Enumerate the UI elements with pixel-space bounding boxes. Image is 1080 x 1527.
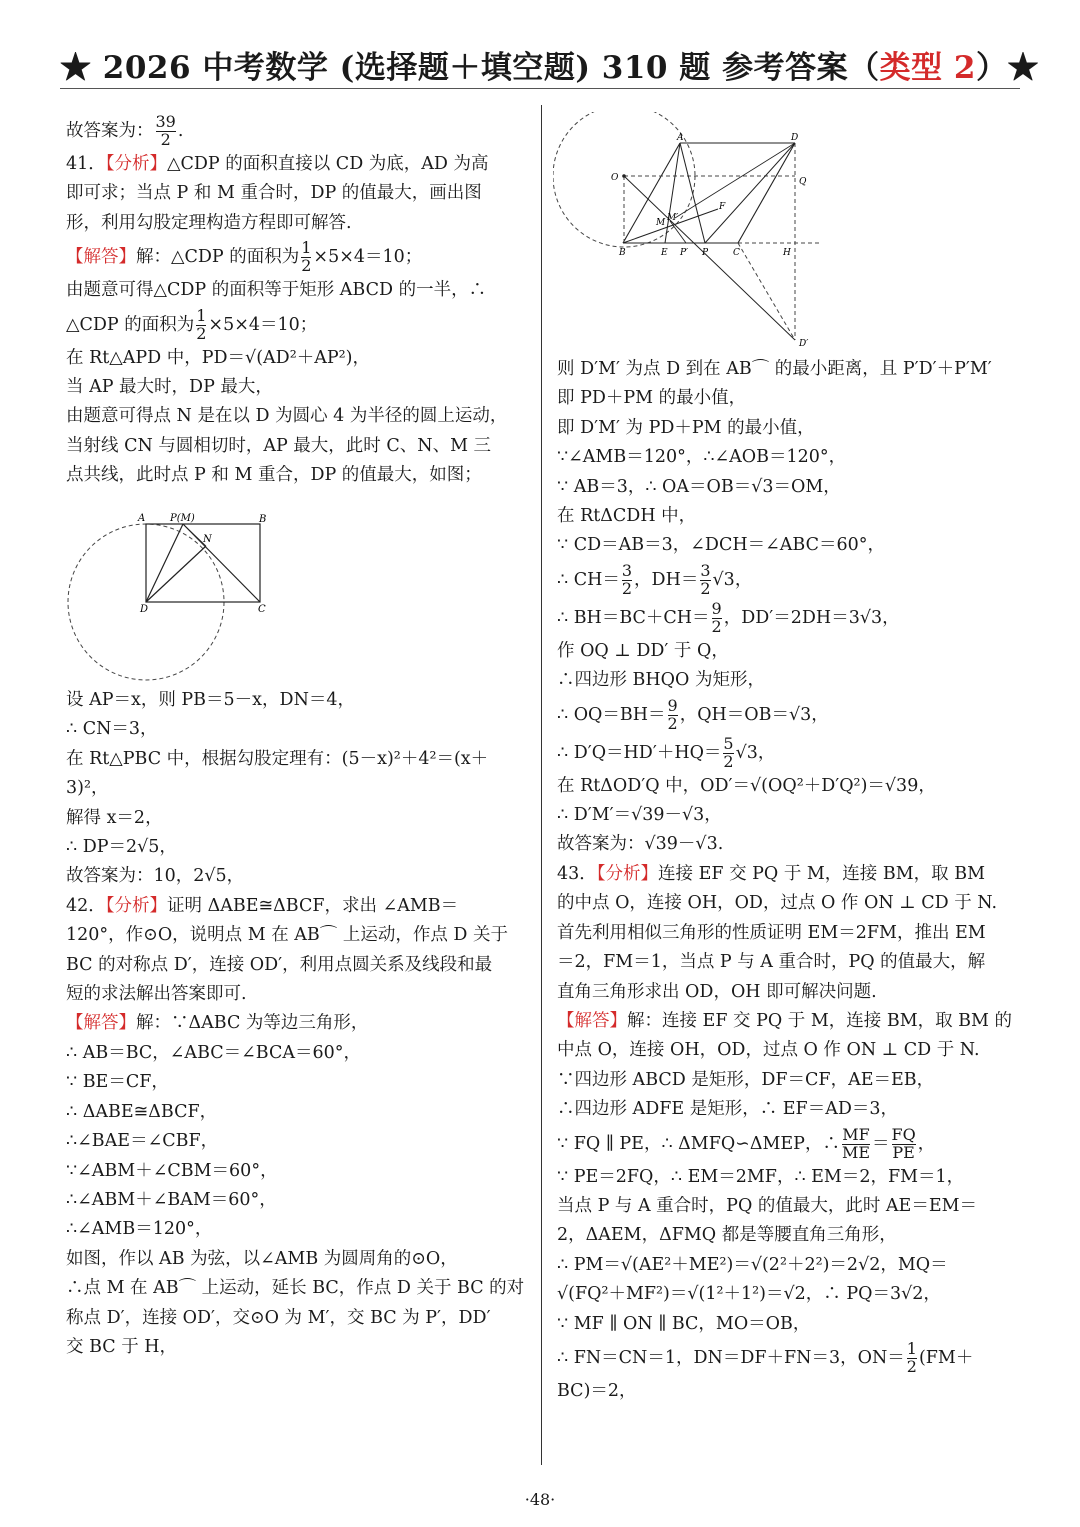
text-line: 当 AP 最大时，DP 最大， [66,377,273,398]
text-line: ∴ BH＝BC＋CH＝ $\frac{9}{2}$ ，DD′＝2DH＝3√3， [557,599,900,636]
fraction: $\frac{39}{2}$ [155,112,176,149]
text-line: ∴ AB＝BC，∠ABC＝∠BCA＝60°， [66,1042,362,1063]
text-line: ＝2，FM＝1，当点 P 与 A 重合时，PQ 的值最大，解 [557,952,986,973]
text-line: ∴∠ABM＋∠BAM＝60°， [66,1189,277,1210]
fraction: $\frac{FQ}{PE}$ [891,1124,916,1162]
label-D: D [791,133,799,143]
label-C: C [258,604,266,615]
text-line: 点共线，此时点 P 和 M 重合，DP 的值最大，如图； [66,465,482,486]
text-line: ∵ CD＝AB＝3，∠DCH＝∠ABC＝60°， [557,535,885,556]
text-line: 由题意可得△CDP 的面积等于矩形 ABCD 的一半，∴ [66,280,487,301]
figure-q42 [553,112,843,352]
text-line: 则 D′M′ 为点 D 到在 AB⌒ 的最小距离，且 P′D′＋P′M′ [557,359,992,379]
label-O: O [611,173,619,183]
label-H: H [783,248,791,258]
text-line: ∵∠AMB＝120°，∴∠AOB＝120°， [557,447,847,468]
text-line: ∴ CN＝3， [66,719,158,740]
header-rule [60,88,1020,89]
label-B: B [259,514,267,525]
text-line: ∴四边形 BHQO 为矩形， [557,670,765,691]
fraction: $\frac{9}{2}$ [711,599,722,636]
fraction: $\frac{3}{2}$ [700,561,711,598]
q43-solution: 【解答】解：连接 EF 交 PQ 于 M，连接 BM，取 BM 的 [557,1010,1013,1031]
text-line: ∴ ΔABE≅ΔBCF， [66,1101,218,1122]
text-line: 即 PD＋PM 的最小值， [557,388,747,409]
text-line: ∵∠ABM＋∠CBM＝60°， [66,1160,278,1181]
fraction: $\frac{MF}{ME}$ [841,1124,871,1162]
text-line: ∴四边形 ADFE 是矩形，∴ EF＝AD＝3， [557,1099,898,1120]
text-line: 首先利用相似三角形的性质证明 EM＝2FM，推出 EM [557,922,986,943]
fraction: $\frac{3}{2}$ [621,561,633,598]
fraction: $\frac{1}{2}$ [301,238,312,276]
text-line: ∵ BE＝CF， [66,1072,169,1093]
left-column-continued [66,686,528,1362]
text-line: 3)²， [66,778,109,799]
text-line: 设 AP＝x，则 PB＝5－x，DN＝4， [66,690,356,710]
text-line: 故答案为：√39－√3. [557,834,724,855]
text-line: 在 RtΔOD′Q 中，OD′＝√(OQ²＋D′Q²)＝√39， [557,775,936,796]
fraction: $\frac{1}{2}$ [196,305,207,343]
header-tail: ）★ [975,50,1039,86]
text-line: ∴ DP＝2√5， [66,837,177,858]
q41-analysis: 41．【分析】△CDP 的面积直接以 CD 为底，AD 为高 [66,154,489,174]
text-line: 当射线 CN 与圆相切时，AP 最大，此时 C、N、M 三 [66,435,492,456]
text-line: ∴∠BAE＝∠CBF， [66,1131,219,1152]
label-Dp: D′ [799,339,809,349]
q42-solution: 【解答】解：∵ΔABC 为等边三角形， [66,1013,369,1034]
text-line: 由题意可得点 N 是在以 D 为圆心 4 为半径的圆上运动， [66,406,508,427]
text-line: 称点 D′，连接 OD′，交⊙O 为 M′，交 BC 为 P′，DD′ [66,1307,491,1328]
label-Mp: M′ [667,213,679,223]
text-line: 在 Rt△PBC 中，根据勾股定理有：(5－x)²＋4²＝(x＋ [66,748,489,769]
text-line: 120°，作⊙O，说明点 M 在 AB⌒ 上运动，作点 D 关于 [66,925,508,946]
text-line: BC)＝2， [557,1380,637,1401]
text-line: ∴ PM＝√(AE²＋ME²)＝√(2²＋2²)＝2√2，MQ＝ [557,1254,948,1275]
text-line: √(FQ²＋MF²)＝√(1²＋1²)＝√2，∴ PQ＝3√2， [557,1284,941,1305]
fraction: $\frac{9}{2}$ [667,695,678,733]
label-Q: Q [799,177,807,187]
label-A: A [138,513,146,524]
fraction: $\frac{1}{2}$ [906,1339,917,1376]
text-line: ∵ AB＝3，∴ OA＝OB＝√3＝OM， [557,476,841,497]
q41-solution: 【解答】解：△CDP 的面积为 $\frac{1}{2}$ ×5×4＝10； [66,238,423,276]
text-line: ∴ D′M′＝√39－√3， [557,805,722,826]
text-line: 的中点 O，连接 OH，OD，过点 O 作 ON ⊥ CD 于 N. [557,893,998,914]
text-line: ∴点 M 在 AB⌒ 上运动，延长 BC，作点 D 关于 BC 的对 [66,1278,525,1299]
label-Pp: P′ [680,248,689,258]
q43-analysis: 43．【分析】连接 EF 交 PQ 于 M，连接 BM，取 BM [557,863,985,884]
label-P: P [702,248,709,258]
text-line: 如图，作以 AB 为弦，以∠AMB 为圆周角的⊙O， [66,1248,458,1269]
label-C: C [733,248,740,258]
label-D: D [140,604,149,615]
label-B: B [619,248,626,258]
answer-40: 故答案为： $\frac{39}{2}$ . [66,112,184,149]
text-line: 当点 P 与 A 重合时，PQ 的值最大，此时 AE＝EM＝ [557,1195,978,1216]
header-type: 类型 2 [879,50,976,86]
text-line: 直角三角形求出 OD，OH 即可解决问题. [557,981,877,1002]
text-line: BC 的对称点 D′，连接 OD′，利用点圆关系及线段和最 [66,954,493,975]
page-number: ·48· [524,1490,556,1509]
column-divider [541,105,542,1465]
text-line: 交 BC 于 H， [66,1336,178,1357]
text-line: 形，利用勾股定理构造方程即可解答. [66,212,352,233]
label-PM: P(M) [170,513,195,524]
text-line: 短的求法解出答案即可. [66,984,247,1005]
left-column [66,112,528,491]
text-line: 即可求；当点 P 和 M 重合时，DP 的值最大，画出图 [66,183,482,204]
label-A: A [677,133,684,143]
text-line: △CDP 的面积为 $\frac{1}{2}$ ×5×4＝10； [66,305,318,343]
right-column [557,355,1019,1406]
text-line: 作 OQ ⊥ DD′ 于 Q， [557,640,729,661]
label-N: N [203,534,212,545]
header-main: ★ 2026 中考数学 (选择题＋填空题) 310 题 参考答案（ [60,50,880,86]
text-line: ∴ CH＝ $\frac{3}{2}$ ，DH＝ $\frac{3}{2}$ √3， [557,561,753,598]
label-M: M [656,218,666,228]
page-header [60,42,1039,87]
label-E: E [661,248,668,258]
text-line: ∴ OQ＝BH＝ $\frac{9}{2}$ ，QH＝OB＝√3， [557,695,829,733]
q42-analysis: 42．【分析】证明 ΔABE≅ΔBCF，求出 ∠AMB＝ [66,895,459,916]
text-line: 中点 O，连接 OH，OD，过点 O 作 ON ⊥ CD 于 N. [557,1040,980,1061]
text-line: 2，ΔAEM，ΔFMQ 都是等腰直角三角形， [557,1225,897,1246]
fraction: $\frac{5}{2}$ [723,733,734,771]
text-line: ∴∠AMB＝120°， [66,1219,213,1240]
text-line: 在 RtΔCDH 中， [557,506,697,527]
text-line: 在 Rt△APD 中，PD＝√(AD²＋AP²)， [66,347,370,368]
label-F: F [719,202,726,212]
text-line: 故答案为：10，2√5， [66,866,245,887]
text-line: ∴ FN＝CN＝1，DN＝DF＋FN＝3，ON＝ $\frac{1}{2}$ (FM＋ [557,1339,974,1376]
figure-q41 [60,508,280,683]
text-line: 解得 x＝2， [66,807,163,828]
text-line: ∵ MF ∥ ON ∥ BC，MO＝OB， [557,1313,811,1334]
text-line: ∵ FQ ∥ PE，∴ ΔMFQ∽ΔMEP，∴ $\frac{MF}{ME}$ ＝ $\frac{FQ}{PE}$ ， [557,1124,936,1162]
text-line: ∵四边形 ABCD 是矩形，DF＝CF，AE＝EB， [557,1069,935,1090]
text-line: ∴ D′Q＝HD′＋HQ＝ $\frac{5}{2}$ √3， [557,733,776,771]
text-line: 即 D′M′ 为 PD＋PM 的最小值， [557,417,815,438]
text-line: ∵ PE＝2FQ，∴ EM＝2MF，∴ EM＝2，FM＝1， [557,1166,965,1187]
